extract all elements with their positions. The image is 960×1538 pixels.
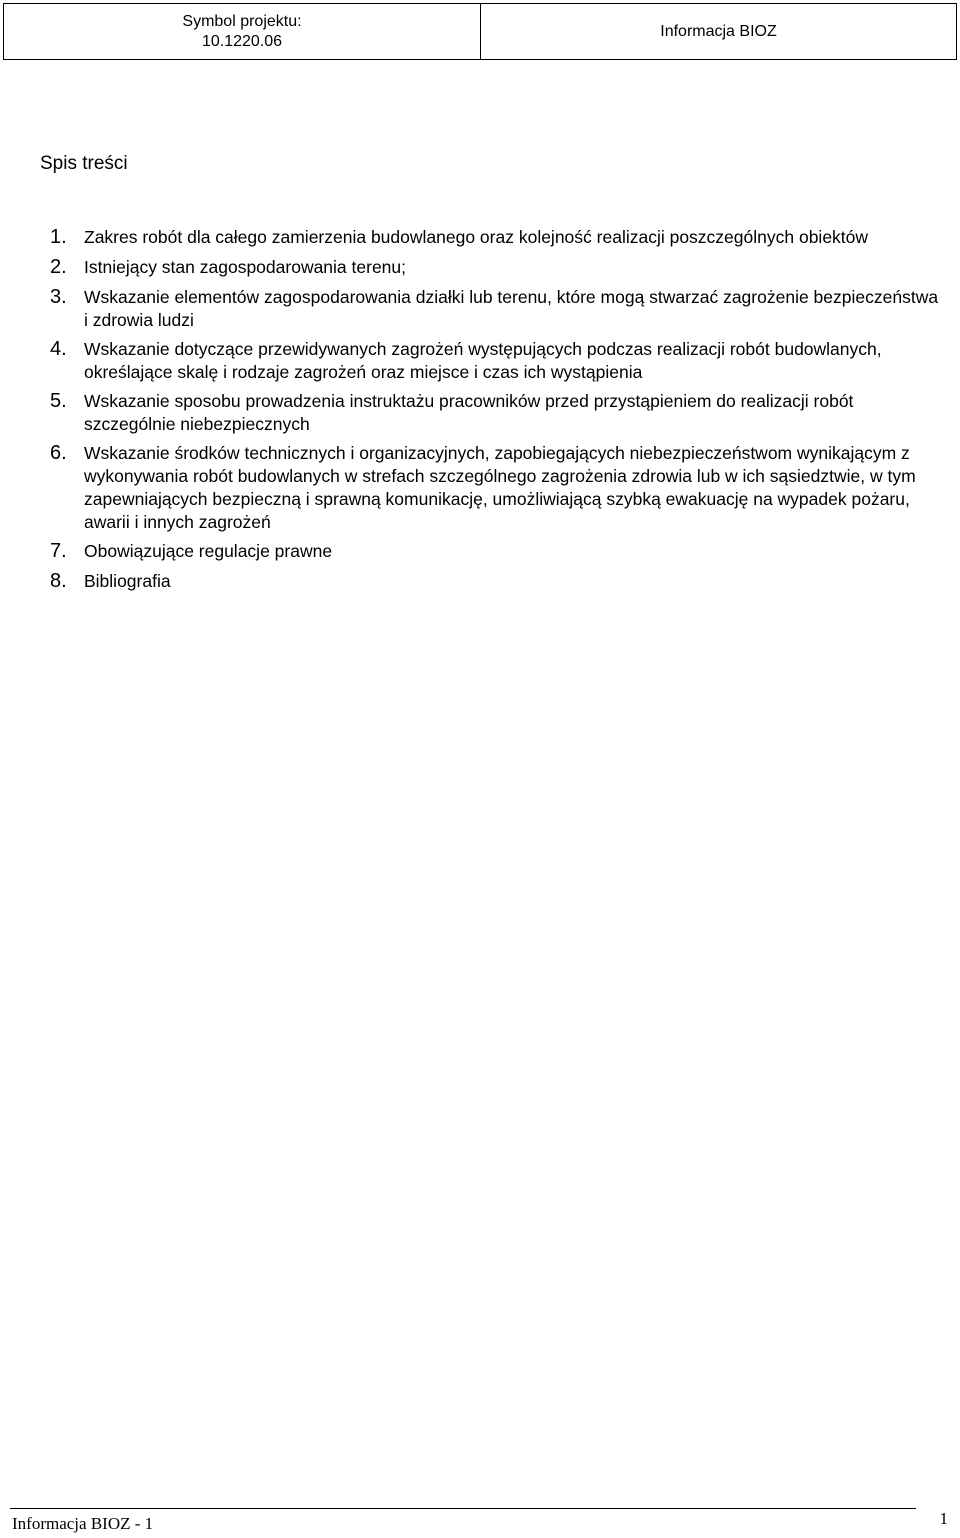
toc-item-text: Bibliografia: [84, 571, 171, 591]
toc-list: [40, 224, 940, 598]
document-title: Informacja BIOZ: [660, 22, 777, 40]
toc-item-text: Istniejący stan zagospodarowania terenu;: [84, 257, 407, 277]
toc-item: [40, 284, 940, 332]
toc-item-number: 3.: [50, 286, 67, 308]
project-symbol-value: 10.1220.06: [201, 32, 283, 50]
toc-item-number: 2.: [50, 256, 67, 278]
page-number: 1: [939, 1509, 948, 1528]
header-project-cell: [4, 4, 481, 59]
toc-item-number: 1.: [50, 226, 67, 248]
toc-item-number: 7.: [50, 540, 67, 562]
footer-divider: [10, 1508, 916, 1509]
toc-item-text: Wskazanie sposobu prowadzenia instruktażu pracowników przed przystąpieniem do realizacji robót szczególnie niebezpiecznych: [84, 391, 854, 434]
toc-title: Spis treści: [40, 153, 128, 174]
toc-item-text: Wskazanie elementów zagospodarowania działki lub terenu, które mogą stwarzać zagrożenie bezpieczeństwa i zdrowia ludzi: [84, 287, 939, 330]
project-symbol-label: Symbol projektu:: [182, 12, 302, 30]
header-title-cell: [481, 4, 956, 59]
toc-item-number: 4.: [50, 338, 67, 360]
toc-item-text: Obowiązujące regulacje prawne: [84, 541, 333, 561]
toc-item-number: 6.: [50, 442, 67, 464]
toc-item-text: Wskazanie środków technicznych i organizacyjnych, zapobiegających niebezpieczeństwom wynikającym z wykonywania robót budowlanych w strefach szczególnego zagrożenia zdrowia lub w ich sąsiedztwie, w tym zapewniających bezpieczną i sprawną komunikację, umożliwiającą szybką ewakuację na wypadek pożaru, awarii i innych zagrożeń: [84, 443, 916, 532]
header-table: [3, 3, 957, 60]
toc-item-number: 5.: [50, 390, 67, 412]
toc-item-text: Zakres robót dla całego zamierzenia budowlanego oraz kolejność realizacji poszczególnych obiektów: [84, 227, 869, 247]
toc-item: [40, 388, 940, 436]
toc-item-text: Wskazanie dotyczące przewidywanych zagrożeń występujących podczas realizacji robót budowlanych, określające skalę i rodzaje zagrożeń oraz miejsce i czas ich wystąpienia: [84, 339, 882, 382]
footer-label: Informacja BIOZ - 1: [12, 1514, 154, 1533]
toc-item-number: 8.: [50, 570, 67, 592]
toc-item: [40, 538, 940, 564]
toc-item: [40, 224, 940, 250]
toc-item: [40, 568, 940, 594]
toc-item: [40, 440, 940, 534]
toc-item: [40, 336, 940, 384]
toc-item: [40, 254, 940, 280]
